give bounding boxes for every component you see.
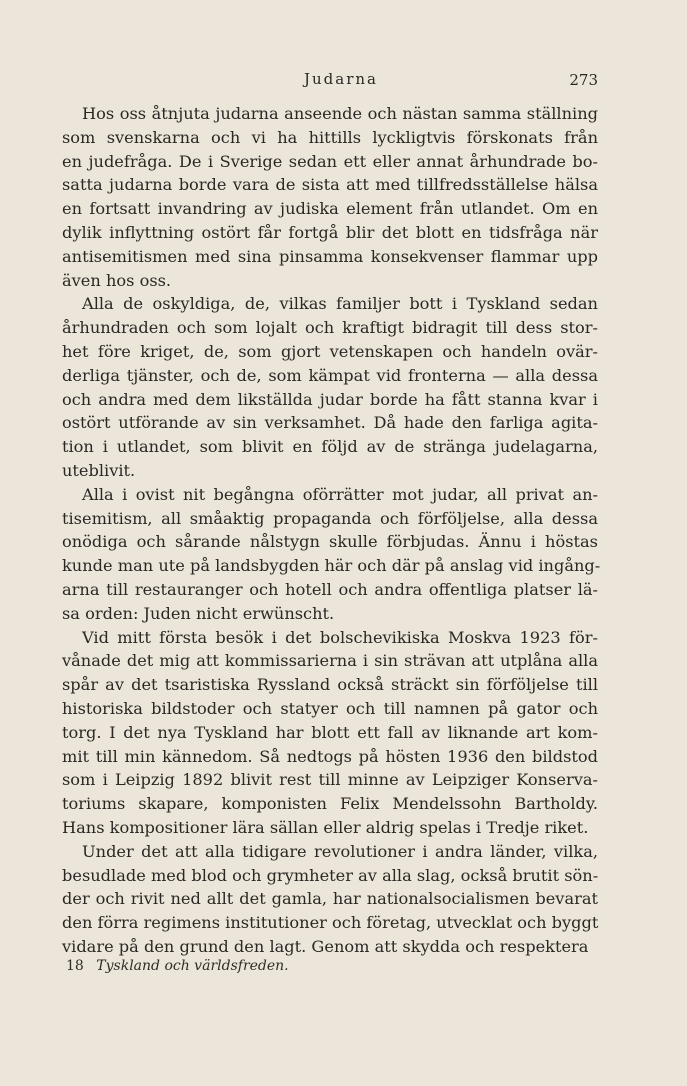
text-line: Alla i ovist nit begångna oförrätter mot judar, all privat an-	[82, 484, 598, 504]
text-line: vånade det mig att kommissarierna i sin strävan att utplåna alla	[62, 651, 598, 671]
paragraph	[62, 626, 598, 840]
text-line: den förra regimens institutioner och företag, utvecklat och byggt	[62, 913, 599, 933]
text-line: het före kriget, de, som gjort vetenskapen och handeln ovär-	[62, 341, 598, 361]
text-line: kunde man ute på landsbygden här och där på anslag vid ingång-	[62, 556, 601, 576]
text-line: vidare på den grund den lagt. Genom att skydda och respektera	[62, 936, 589, 956]
text-line: Hans kompositioner lära sällan eller aldrig spelas i Tredje riket.	[62, 817, 589, 837]
paragraph	[62, 292, 598, 482]
text-line: onödiga och sårande nålstygn skulle förbjudas. Ännu i höstas	[62, 532, 598, 552]
text-line: satta judarna borde vara de sista att med tillfredsställelse hälsa	[62, 175, 598, 195]
text-line: tion i utlandet, som blivit en följd av de stränga judelagarna,	[62, 437, 598, 457]
text-line: århundraden och som lojalt och kraftigt bidragit till dess stor-	[62, 318, 598, 338]
text-line: sa orden: Juden nicht erwünscht.	[62, 603, 335, 623]
text-line: en fortsatt invandring av judiska element från utlandet. Om en	[62, 199, 598, 219]
text-line: der och rivit ned allt det gamla, har nationalsocialismen bevarat	[62, 889, 598, 909]
text-line: dylik inflyttning ostört får fortgå blir det blott en tidsfråga när	[62, 222, 598, 242]
paragraph-source	[0, 0, 1, 1]
text-line: historiska bildstoder och statyer och till namnen på gator och	[62, 698, 598, 718]
text-line: Vid mitt första besök i det bolschevikiska Moskva 1923 för-	[82, 627, 598, 647]
text-line: arna till restauranger och hotell och andra offentliga platser lä-	[62, 579, 598, 599]
text-line: och andra med dem likställda judar borde ha fått stanna kvar i	[62, 389, 598, 409]
text-line: uteblivit.	[62, 460, 136, 480]
text-line: som i Leipzig 1892 blivit rest till minne av Leipziger Konserva-	[62, 770, 598, 790]
signature-mark: 18	[66, 958, 84, 974]
paragraph	[62, 483, 601, 626]
text-line: en judefråga. De i Sverige sedan ett eller annat århundrade bo-	[62, 151, 598, 171]
text-line: Hos oss åtnjuta judarna anseende och nästan samma ställning	[82, 104, 598, 123]
text-line: Alla de oskyldiga, de, vilkas familjer bott i Tyskland sedan	[82, 294, 598, 314]
text-line: derliga tjänster, och de, som kämpat vid fronterna — alla dessa	[62, 365, 598, 385]
text-line: mit till min kännedom. Så nedtogs på hösten 1936 den bildstod	[62, 746, 598, 766]
page-header	[84, 70, 598, 94]
paragraph-source	[0, 0, 1, 1]
running-title: Judarna	[304, 70, 378, 88]
text-line: Under det att alla tidigare revolutioner i andra länder, vilka,	[82, 841, 598, 861]
page-footer	[66, 958, 289, 974]
text-line: ostört utförande av sin verksamhet. Då hade den farliga agita-	[62, 413, 598, 433]
paragraph-source	[0, 0, 1, 1]
text-line: besudlade med blod och grymheter av alla slag, också brutit sön-	[62, 865, 599, 885]
text-line: tisemitism, all småaktig propaganda och förföljelse, alla dessa	[62, 508, 598, 528]
body-text	[62, 102, 601, 959]
paragraph	[62, 102, 598, 292]
text-line: antisemitismen med sina pinsamma konsekvenser flammar upp	[62, 246, 598, 266]
text-line: som svenskarna och vi ha hittills lyckligtvis förskonats från	[62, 127, 598, 147]
text-line: spår av det tsaristiska Ryssland också sträckt sin förföljelse till	[62, 675, 598, 695]
page-number: 273	[569, 71, 598, 89]
paragraph-source	[0, 0, 1, 1]
paragraph-source	[0, 0, 1, 1]
paragraph	[62, 840, 598, 959]
text-line: toriums skapare, komponisten Felix Mendelssohn Bartholdy.	[62, 794, 598, 814]
book-title: Tyskland och världsfreden.	[96, 958, 289, 974]
text-line: även hos oss.	[62, 270, 172, 290]
text-line: torg. I det nya Tyskland har blott ett fall av liknande art kom-	[62, 722, 598, 742]
